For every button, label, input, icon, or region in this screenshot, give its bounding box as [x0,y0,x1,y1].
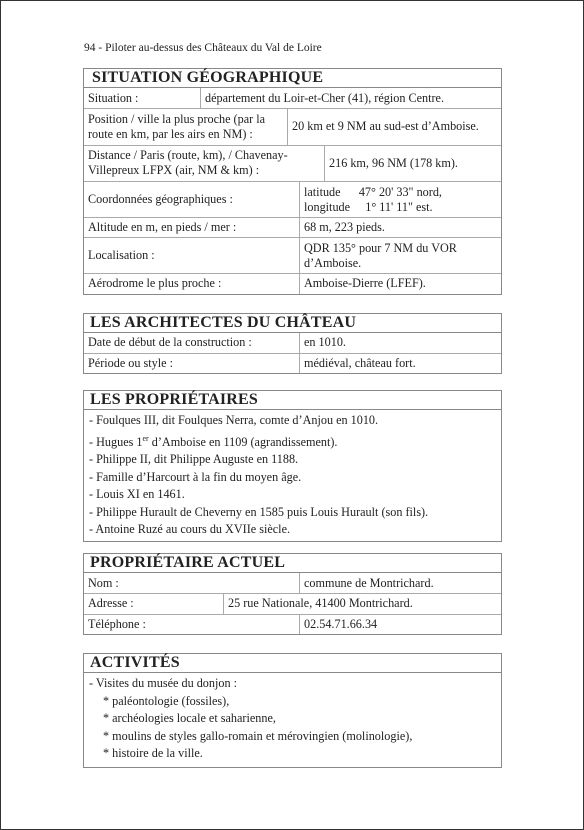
actuel-table-1 [84,573,501,593]
list-item: - Foulques III, dit Foulques Nerra, comte d’Anjou en 1010. [89,413,379,427]
activites-title: ACTIVITÉS [84,654,501,673]
actuel-title: PROPRIÉTAIRE ACTUEL [84,554,501,573]
row-label: Nom : [84,573,300,593]
table-row [84,614,501,634]
activites-box [83,653,502,768]
row-value: Amboise-Dierre (LFEF). [300,274,502,294]
list-item: - Famille d’Harcourt à la fin du moyen âge. [89,469,302,484]
actuel-table-3 [84,614,501,635]
list-item: - Philippe Hurault de Cheverny en 1585 puis Louis Hurault (son fils). [89,504,429,519]
activites-list [84,673,501,767]
proprietaires-title: LES PROPRIÉTAIRES [84,391,501,410]
row-value: 02.54.71.66.34 [304,616,378,631]
row-value: 216 km, 96 NM (178 km). [329,155,458,170]
table-row [84,182,501,218]
table-row [84,573,501,593]
row-value: QDR 135° pour 7 NM du VOR d’Amboise. [300,238,502,274]
table-row [84,594,501,614]
architectes-box [83,313,502,374]
row-label: Altitude en m, en pieds / mer : [84,218,300,238]
list-item: * histoire de la ville. [103,746,203,760]
row-value [300,182,502,218]
row-label: Aérodrome le plus proche : [84,274,300,294]
row-label: Date de début de la construction : [84,333,300,353]
list-item: * moulins de styles gallo-romain et mérovingien (molinologie), [103,728,413,743]
row-value: 20 km et 9 NM au sud-est d’Amboise. [292,119,479,134]
row-value: 68 m, 223 pieds. [300,218,502,238]
table-row [84,109,501,145]
situation-title: SITUATION GÉOGRAPHIQUE [84,69,501,88]
row-value: 25 rue Nationale, 41400 Montrichard. [228,596,413,611]
situation-table-3 [84,145,501,182]
running-head: 94 - Piloter au-dessus des Châteaux du Val de Loire [84,42,322,54]
proprietaires-list [84,410,501,541]
row-label: Distance / Paris (route, km), / Chavenay-Villepreux LFPX (air, NM & km) : [84,145,325,181]
list-item: * archéologies locale et saharienne, [103,711,276,725]
table-row [84,353,501,373]
actuel-table-2 [84,593,501,614]
list-item: - Antoine Ruzé au cours du XVIIe siècle. [89,522,291,537]
row-label: Adresse : [84,594,224,614]
table-row [84,88,501,108]
table-row [84,218,501,238]
row-label: Situation : [84,88,201,108]
list-item: * paléontologie (fossiles), [103,693,230,708]
list-item: - Louis XI en 1461. [89,487,185,502]
proprietaires-box [83,390,502,542]
longitude-value: longitude 1° 11' 11" est. [304,199,433,214]
situation-table-2 [84,108,501,145]
architectes-table [84,333,501,373]
row-value: commune de Montrichard. [304,575,434,590]
list-item: - Philippe II, dit Philippe Auguste en 1188. [89,452,299,467]
row-value: département du Loir-et-Cher (41), région Centre. [205,90,445,105]
row-label: Position / ville la plus proche (par la route en km, par les airs en NM) : [84,109,288,145]
table-row [84,333,501,353]
architectes-title: LES ARCHITECTES DU CHÂTEAU [84,314,501,333]
row-label: Coordonnées géographiques : [84,182,300,218]
situation-table [84,88,501,108]
situation-table-4 [84,181,501,294]
actuel-box [83,553,502,635]
list-intro: - Visites du musée du donjon : [89,676,237,690]
row-value: médiéval, château fort. [300,353,502,373]
table-row [84,274,501,294]
situation-box [83,68,502,295]
row-value: en 1010. [304,335,346,350]
row-label: Téléphone : [84,614,300,634]
latitude-value: latitude 47° 20' 33" nord, [304,184,442,199]
table-row [84,238,501,274]
row-label: Période ou style : [84,353,300,373]
list-item: - Hugues 1er d’Amboise en 1109 (agrandissement). [89,433,338,449]
row-label: Localisation : [84,238,300,274]
table-row [84,145,501,181]
